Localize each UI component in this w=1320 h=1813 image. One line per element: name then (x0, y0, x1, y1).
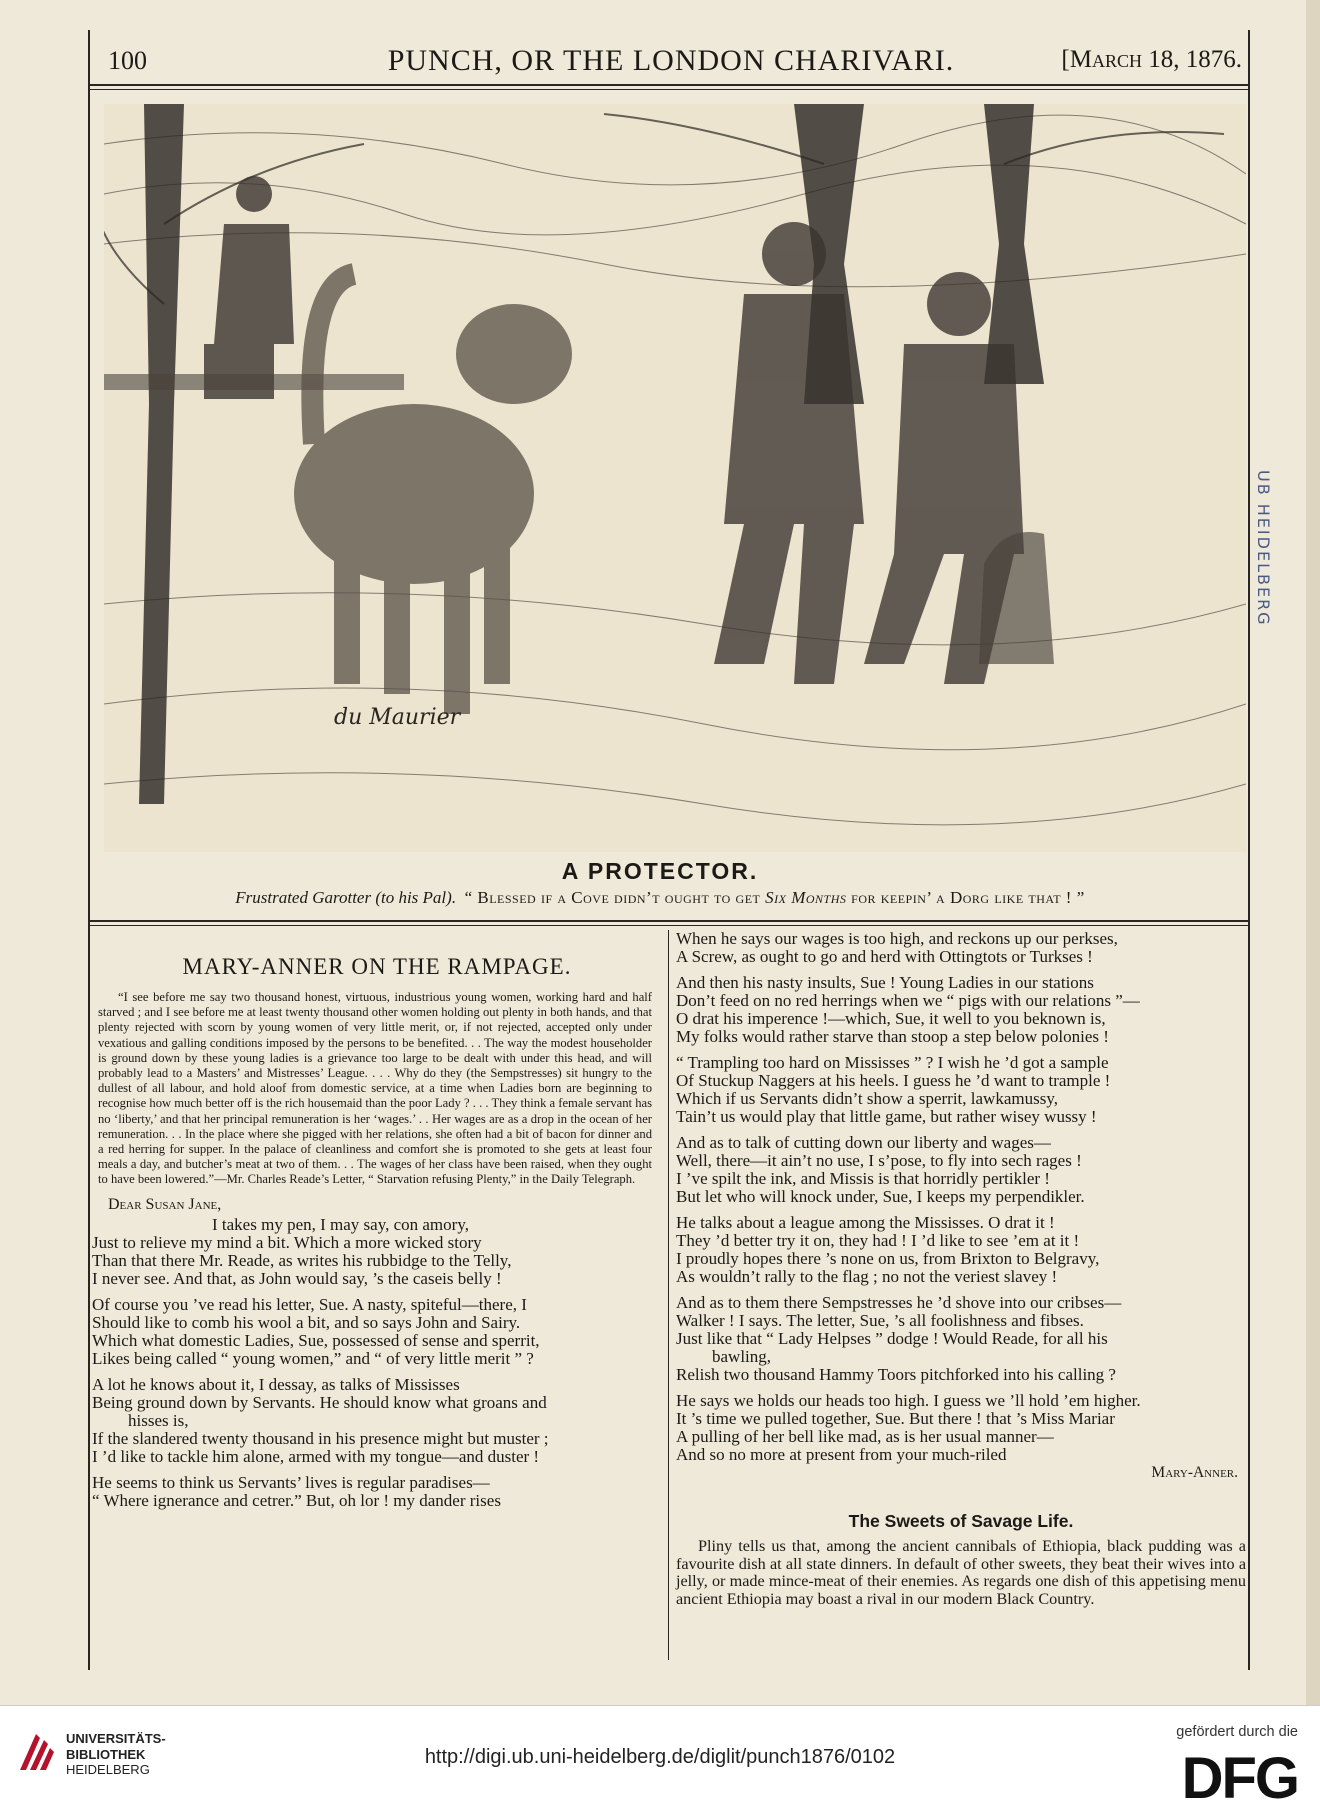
left-verse (92, 1216, 662, 1510)
stanza (676, 1392, 1246, 1482)
verse-line: Just to relieve my mind a bit. Which a more wicked story (92, 1232, 482, 1252)
verse-line: I takes my pen, I may say, con amory, (212, 1214, 469, 1234)
verse-line: Of course you ’ve read his letter, Sue. A nasty, spiteful—there, I (92, 1294, 527, 1314)
verse-line: Should like to comb his wool a bit, and so says John and Sairy. (92, 1312, 521, 1332)
dfg-logo[interactable]: DFG (1181, 1746, 1298, 1811)
verse-line: “ Where ignerance and cetrer.” But, oh lor ! my dander rises (92, 1490, 501, 1510)
verse-line: But let who will knock under, Sue, I keeps my perpendikler. (676, 1187, 1085, 1206)
library-name-line3: HEIDELBERG (66, 1762, 150, 1777)
verse-line: As wouldn’t rally to the flag ; no not the veriest slavey ! (676, 1267, 1058, 1286)
verse-line: And then his nasty insults, Sue ! Young Ladies in our stations (676, 973, 1094, 992)
verse-line: And so no more at present from your much-riled (676, 1445, 1007, 1464)
stanza (92, 1376, 662, 1466)
header-rule (88, 84, 1248, 86)
caption-speaker: Frustrated Garotter (to his Pal). (235, 888, 457, 907)
caption-quote-b: for keepin’ a Dorg like that ! ” (846, 888, 1085, 907)
verse-line: Walker ! I says. The letter, Sue, ’s all foolishness and fibses. (676, 1311, 1084, 1330)
verse-line: He seems to think us Servants’ lives is regular paradises— (92, 1472, 490, 1492)
verse-line: Well, there—it ain’t no use, I s’pose, to fly into sech rages ! (676, 1151, 1082, 1170)
stanza (92, 1296, 662, 1368)
verse-line: Likes being called “ young women,” and “ of very little merit ” ? (92, 1348, 534, 1368)
verse-line: And as to talk of cutting down our liberty and wages— (676, 1133, 1051, 1152)
stanza (92, 1216, 662, 1288)
stanza (676, 930, 1246, 966)
viewer-footer (0, 1705, 1320, 1813)
verse-line: Of Stuckup Naggers at his heels. I guess he ’d want to trample ! (676, 1071, 1111, 1090)
verse-line: A lot he knows about it, I dessay, as talks of Mississes (92, 1374, 460, 1394)
page-header (96, 42, 1246, 78)
caption-quote-a: “ Blessed if a Cove didn’t ought to get (464, 888, 766, 907)
verse-line: If the slandered twenty thousand in his presence might but muster ; (92, 1428, 549, 1448)
verse-line: O drat his imperence !—which, Sue, it well to you beknown is, (676, 1009, 1106, 1028)
funding-label: gefördert durch die (1176, 1724, 1298, 1740)
stanza (676, 974, 1246, 1046)
verse-line: Being ground down by Servants. He should know what groans and (92, 1392, 547, 1412)
page-number: 100 (108, 46, 147, 75)
sweets-title: The Sweets of Savage Life. (848, 1511, 1074, 1531)
stanza (676, 1294, 1246, 1384)
verse-line: Don’t feed on no red herrings when we “ pigs with our relations ”— (676, 991, 1140, 1010)
verse-line: hisses is, (128, 1410, 189, 1430)
stanza (676, 1054, 1246, 1126)
protector-illustration (104, 104, 1246, 852)
verse-line: A Screw, as ought to go and herd with Ottingtots or Turkses ! (676, 947, 1093, 966)
verse-line: Tain’t us would play that little game, but rather wisey wussy ! (676, 1107, 1097, 1126)
right-border (1248, 30, 1250, 1670)
caption-line (0, 888, 1320, 908)
verse-line: Which if us Servants didn’t show a sperrit, lawkamussy, (676, 1089, 1058, 1108)
verse-line: I proudly hopes there ’s none on us, from Brixton to Belgravy, (676, 1249, 1100, 1268)
verse-line: He talks about a league among the Mississes. O drat it ! (676, 1213, 1055, 1232)
verse-line: Relish two thousand Hammy Toors pitchforked into his calling ? (676, 1365, 1116, 1384)
permalink-url[interactable]: http://digi.ub.uni-heidelberg.de/diglit/punch1876/0102 (424, 1746, 896, 1768)
verse-line: Than that there Mr. Reade, as writes his rubbidge to the Telly, (92, 1250, 512, 1270)
stanza (676, 1214, 1246, 1286)
verse-line: Which what domestic Ladies, Sue, possessed of sense and sperrit, (92, 1330, 540, 1350)
verse-line: It ’s time we pulled together, Sue. But there ! that ’s Miss Mariar (676, 1409, 1115, 1428)
library-stamp: UB HEIDELBERG (1254, 470, 1273, 627)
caption-rule-thin (88, 925, 1248, 926)
verse-line: bawling, (712, 1347, 772, 1366)
masthead-title: PUNCH, OR THE LONDON CHARIVARI. (387, 44, 955, 77)
caption-rule (88, 920, 1248, 922)
verse-line: I ’d like to tackle him alone, armed with my tongue—and duster ! (92, 1446, 540, 1466)
stanza (92, 1474, 662, 1510)
verse-line: My folks would rather starve than stoop a step below polonies ! (676, 1027, 1109, 1046)
verse-line: And as to them there Sempstresses he ’d shove into our cribses— (676, 1293, 1122, 1312)
column-divider (668, 930, 669, 1660)
issue-date: [March 18, 1876. (1061, 46, 1242, 73)
verse-line: They ’d better try it on, they had ! I ’d like to see ’em at it ! (676, 1231, 1080, 1250)
verse-line: I ’ve spilt the ink, and Missis is that horridly pertikler ! (676, 1169, 1050, 1188)
article-title: MARY-ANNER ON THE RAMPAGE. (182, 954, 572, 979)
library-name-line1: UNIVERSITÄTS- (66, 1731, 166, 1746)
page-edge (1306, 0, 1320, 1705)
left-column (92, 940, 662, 1518)
right-column (676, 930, 1246, 1608)
header-rule-thin (88, 89, 1248, 90)
stanza (676, 1134, 1246, 1206)
verse-line: “ Trampling too hard on Mississes ” ? I wish he ’d got a sample (676, 1053, 1109, 1072)
verse-line: When he says our wages is too high, and reckons up our perkses, (676, 929, 1118, 948)
article-signature: Mary-Anner. (1151, 1464, 1238, 1481)
sweets-body: Pliny tells us that, among the ancient cannibals of Ethiopia, black pudding was a favourite dish at all state dinners. In default of other sweets, they beat their wives into a jelly, or made mince-meat of their enemies. As regards one dish of this appetising menu ancient Ethiopia may boast a rival in our modern Black Country. (676, 1537, 1246, 1608)
caption-quote-italic: Six Months (765, 888, 847, 907)
library-name-line2: BIBLIOTHEK (66, 1746, 146, 1762)
caption-title: A PROTECTOR. (561, 858, 759, 884)
verse-line: A pulling of her bell like mad, as is her usual manner— (676, 1427, 1054, 1446)
artist-signature: du Maurier (334, 705, 461, 730)
left-border (88, 30, 90, 1670)
salutation: Dear Susan Jane, (108, 1195, 222, 1213)
article-epigraph: “I see before me say two thousand honest, virtuous, industrious young women, working hard and half starved ; and I see before me at least twenty thousand other women holding out plenty in both hands, and that plenty rejected with scorn by young women of very little merit, or, if not rejected, accepted only under vexatious and galling conditions imposed by the persons to be benefited. . . The way the modest householder is ground down by these young ladies is a grievance too large to be dealt with under this head, and will probably lead to a Masters’ and Mistresses’ League. . . . Why do they (the Sempstresses) sit hungry to the dullest of all labour, and hold aloof from domestic service, at a time when Ladies born are beginning to recognise how much better off is the rich housemaid than the poor Lady ? . . . They think a female servant has no ‘liberty,’ and that her principal remuneration is her ‘wages.’ . . Her wages are as a drop in the ocean of her remuneration. . . In the place where she pigged with her relations, she often had a bit of bacon for dinner and a red herring for supper. In the palace of cleanliness and comfort she is promoted to she gets at least four meals a day, and butcher’s meat at two of them. . . The wages of her class have been raised, when they ought to have been lowered.”—Mr. Charles Reade’s Letter, “ Starvation refusing Plenty,” in the Daily Telegraph. (98, 990, 652, 1187)
fence-rail (104, 374, 404, 390)
verse-line: He says we holds our heads too high. I guess we ’ll hold ’em higher. (676, 1391, 1141, 1410)
verse-line: Just like that “ Lady Helpses ” dodge ! Would Reade, for all his (676, 1329, 1108, 1348)
verse-line: I never see. And that, as John would say, ’s the caseis belly ! (92, 1268, 502, 1288)
